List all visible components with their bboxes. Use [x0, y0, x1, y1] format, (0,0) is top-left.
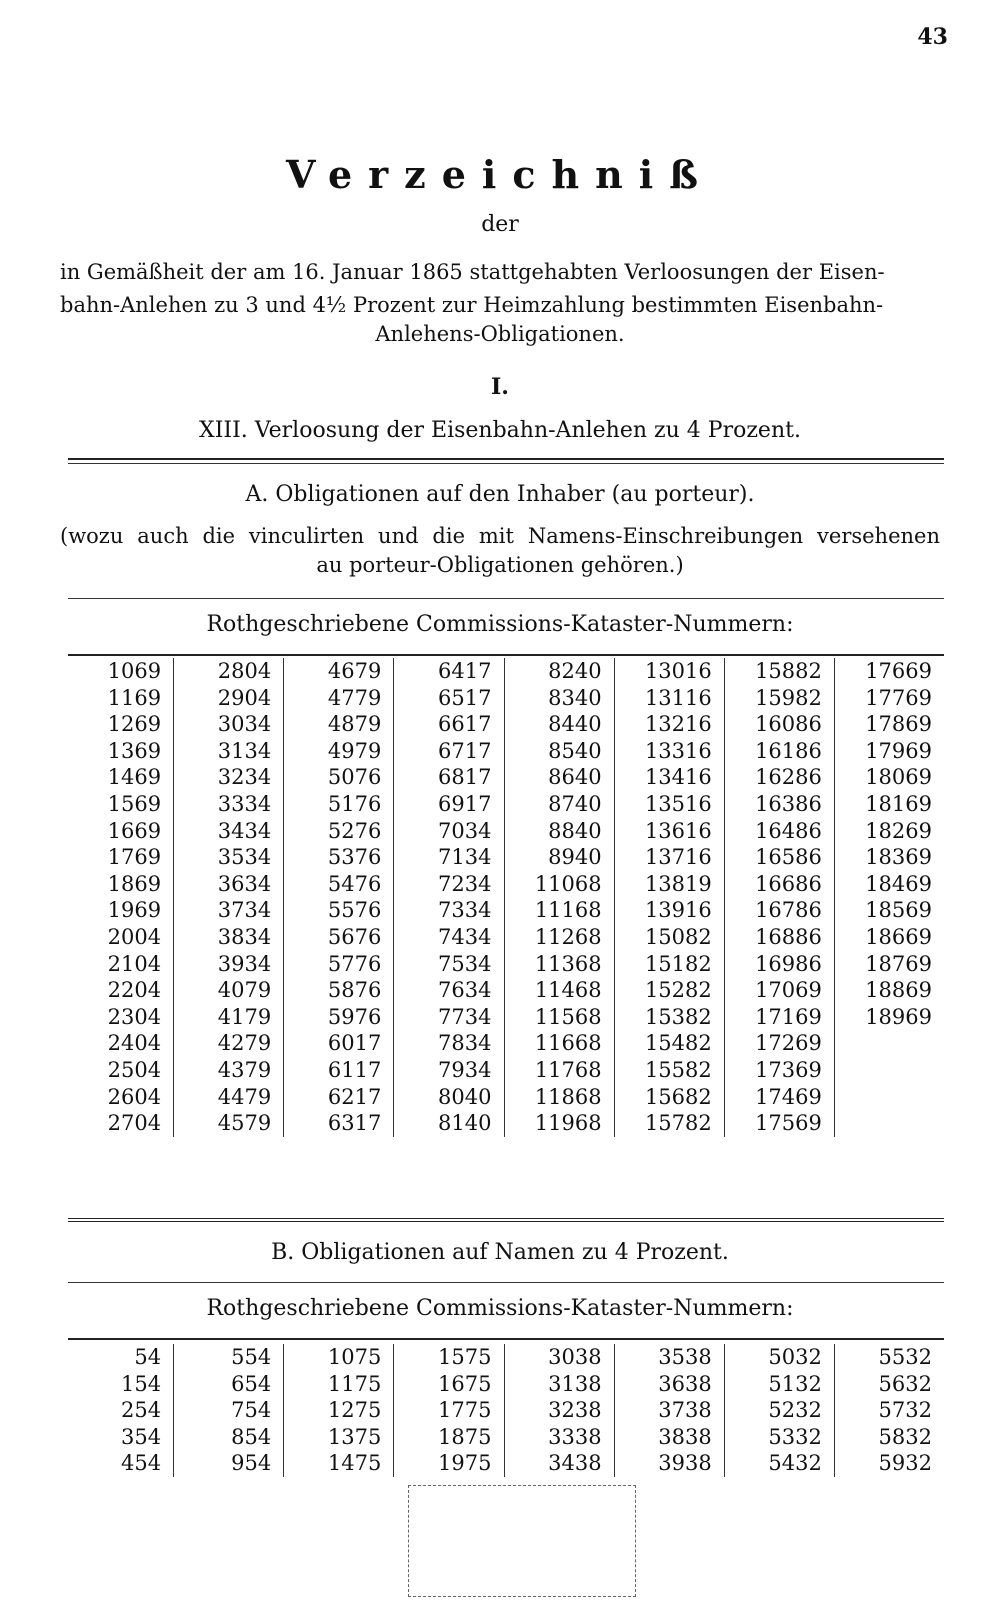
table-cell: 7434	[438, 924, 492, 949]
table-cell: 5932	[878, 1451, 932, 1476]
table-cell: 1169	[107, 685, 162, 710]
table-cell: 7734	[438, 1004, 492, 1029]
table-column	[725, 1344, 835, 1477]
table-cell: 6417	[438, 659, 492, 683]
table-cell: 4079	[217, 978, 272, 1003]
table-cell: 5676	[327, 924, 382, 949]
table-cell: 2004	[107, 924, 162, 949]
table-cell: 16686	[755, 871, 822, 896]
table-column	[174, 1344, 284, 1477]
table-cell: 7134	[438, 845, 492, 870]
table-cell: 3338	[548, 1424, 602, 1449]
section-a-caption: Rothgeschriebene Commissions-Kataster-Nummern:	[206, 612, 794, 637]
table-cell: 1869	[107, 871, 162, 896]
table-cell: 1269	[107, 712, 162, 737]
divider	[68, 598, 944, 599]
table-cell: 3034	[217, 712, 272, 737]
table-cell: 5632	[878, 1371, 932, 1396]
table-cell: 5732	[878, 1398, 932, 1423]
table-cell: 554	[231, 1345, 272, 1369]
table-cell: 3934	[217, 951, 272, 976]
table-cell: 1369	[107, 738, 162, 763]
table-cell: 1669	[107, 818, 162, 843]
table-cell: 17269	[755, 1031, 822, 1056]
table-cell: 1175	[327, 1371, 382, 1396]
table-cell: 6617	[438, 712, 492, 737]
table-cell: 6017	[327, 1031, 382, 1056]
table-cell: 5876	[327, 978, 382, 1003]
table-cell: 5976	[327, 1004, 382, 1029]
table-cell: 1375	[327, 1424, 382, 1449]
table-cell: 13116	[644, 685, 712, 710]
table-cell: 8840	[548, 818, 602, 843]
table-cell: 654	[231, 1371, 272, 1396]
table-cell: 354	[121, 1424, 162, 1449]
table-cell: 8640	[548, 765, 602, 790]
table-column	[394, 658, 504, 1137]
table-cell: 11068	[534, 871, 602, 896]
intro-paragraph	[60, 256, 940, 322]
table-column	[64, 1344, 174, 1477]
table-cell: 13016	[644, 659, 712, 683]
section-a-note: au porteur-Obligationen gehören.)	[316, 553, 684, 577]
number-table-a	[64, 658, 944, 1137]
table-cell: 4979	[327, 738, 382, 763]
table-column	[725, 658, 835, 1137]
table-cell: 13216	[644, 712, 712, 737]
table-cell: 4879	[327, 712, 382, 737]
table-column	[505, 1344, 615, 1477]
table-cell: 754	[231, 1398, 272, 1423]
table-cell: 16786	[755, 898, 822, 923]
table-cell: 5832	[878, 1424, 932, 1449]
table-cell: 11468	[534, 978, 602, 1003]
table-cell: 3234	[217, 765, 272, 790]
table-cell: 5432	[768, 1451, 822, 1476]
table-cell: 3938	[658, 1451, 712, 1476]
table-cell: 11568	[534, 1004, 602, 1029]
table-cell: 3434	[217, 818, 272, 843]
table-cell: 154	[121, 1371, 162, 1396]
table-cell: 854	[231, 1424, 272, 1449]
table-cell: 4579	[217, 1111, 272, 1136]
table-cell: 17369	[755, 1057, 822, 1082]
table-cell: 15482	[644, 1031, 712, 1056]
divider	[68, 654, 944, 656]
table-cell: 7834	[438, 1031, 492, 1056]
table-cell: 18469	[865, 871, 932, 896]
table-cell: 17769	[865, 685, 932, 710]
table-cell: 1275	[327, 1398, 382, 1423]
table-cell: 17869	[865, 712, 932, 737]
table-cell: 16086	[755, 712, 822, 737]
page-title: Verzeichniß	[285, 152, 715, 197]
divider	[68, 1282, 944, 1283]
table-cell: 17069	[755, 978, 822, 1003]
table-cell: 7634	[438, 978, 492, 1003]
table-cell: 15882	[755, 659, 822, 683]
table-cell: 3134	[217, 738, 272, 763]
table-cell: 5032	[768, 1345, 822, 1369]
table-cell: 2504	[107, 1057, 162, 1082]
table-cell: 13716	[644, 845, 712, 870]
table-cell: 18969	[865, 1004, 932, 1029]
divider	[68, 1338, 944, 1340]
table-cell: 5176	[327, 791, 382, 816]
table-cell: 1475	[327, 1451, 382, 1476]
table-cell: 1569	[107, 791, 162, 816]
table-cell: 17169	[755, 1004, 822, 1029]
table-cell: 11368	[534, 951, 602, 976]
table-cell: 5232	[768, 1398, 822, 1423]
table-column	[835, 1344, 944, 1477]
table-cell: 2704	[107, 1111, 162, 1136]
number-table-b	[64, 1344, 944, 1477]
intro-line: bahn-Anlehen zu 3 und 4½ Prozent zur Heimzahlung bestimmten Eisenbahn-	[60, 293, 884, 317]
section-b-caption: Rothgeschriebene Commissions-Kataster-Nummern:	[206, 1296, 794, 1321]
table-cell: 4379	[217, 1057, 272, 1082]
table-cell: 1969	[107, 898, 162, 923]
table-cell: 16286	[755, 765, 822, 790]
table-cell: 13516	[644, 791, 712, 816]
table-cell: 11268	[534, 924, 602, 949]
table-cell: 3738	[658, 1398, 712, 1423]
table-cell: 11868	[534, 1084, 602, 1109]
divider	[68, 1218, 944, 1222]
table-cell: 17569	[755, 1111, 822, 1136]
table-cell: 8240	[548, 659, 602, 683]
table-cell: 5532	[878, 1345, 932, 1369]
table-cell: 7534	[438, 951, 492, 976]
table-cell: 13819	[644, 871, 712, 896]
table-cell: 18169	[865, 791, 932, 816]
table-cell: 5576	[327, 898, 382, 923]
table-cell: 2304	[107, 1004, 162, 1029]
table-cell: 3334	[217, 791, 272, 816]
table-cell: 18769	[865, 951, 932, 976]
table-cell: 8740	[548, 791, 602, 816]
table-cell: 13316	[644, 738, 712, 763]
table-column	[394, 1344, 504, 1477]
table-cell: 454	[121, 1451, 162, 1476]
table-cell: 16586	[755, 845, 822, 870]
library-stamp	[408, 1485, 636, 1597]
table-column	[64, 658, 174, 1137]
table-cell: 16486	[755, 818, 822, 843]
table-cell: 4479	[217, 1084, 272, 1109]
table-cell: 6117	[327, 1057, 382, 1082]
table-cell: 8340	[548, 685, 602, 710]
table-cell: 11768	[534, 1057, 602, 1082]
page-number: 43	[917, 24, 948, 50]
table-cell: 3538	[658, 1345, 712, 1369]
table-cell: 6817	[438, 765, 492, 790]
table-cell: 1875	[438, 1424, 492, 1449]
intro-line: in Gemäßheit der am 16. Januar 1865 stattgehabten Verloosungen der Eisen-	[60, 260, 885, 284]
table-cell: 3838	[658, 1424, 712, 1449]
table-cell: 8940	[548, 845, 602, 870]
section-b-title: B. Obligationen auf Namen zu 4 Prozent.	[271, 1240, 729, 1265]
roman-numeral-heading: I.	[491, 374, 509, 400]
table-cell: 16886	[755, 924, 822, 949]
table-cell: 16386	[755, 791, 822, 816]
table-cell: 4179	[217, 1004, 272, 1029]
table-cell: 18869	[865, 978, 932, 1003]
table-cell: 8540	[548, 738, 602, 763]
table-cell: 15582	[644, 1057, 712, 1082]
table-cell: 4779	[327, 685, 382, 710]
table-cell: 54	[134, 1345, 162, 1369]
table-column	[615, 658, 725, 1137]
table-cell: 7234	[438, 871, 492, 896]
table-cell: 1769	[107, 845, 162, 870]
table-column	[835, 658, 944, 1137]
table-cell: 15282	[644, 978, 712, 1003]
table-cell: 17969	[865, 738, 932, 763]
table-cell: 11968	[534, 1111, 602, 1136]
table-cell: 254	[121, 1398, 162, 1423]
table-cell: 2604	[107, 1084, 162, 1109]
table-cell: 954	[231, 1451, 272, 1476]
table-cell: 16186	[755, 738, 822, 763]
table-cell: 18069	[865, 765, 932, 790]
table-cell: 6717	[438, 738, 492, 763]
table-cell: 15382	[644, 1004, 712, 1029]
table-cell: 17469	[755, 1084, 822, 1109]
table-cell: 1075	[327, 1345, 382, 1369]
table-cell: 3534	[217, 845, 272, 870]
table-cell: 5276	[327, 818, 382, 843]
table-cell: 2104	[107, 951, 162, 976]
table-cell: 11668	[534, 1031, 602, 1056]
table-cell: 5132	[768, 1371, 822, 1396]
subtitle: der	[481, 212, 519, 237]
table-cell: 15982	[755, 685, 822, 710]
table-cell: 5376	[327, 845, 382, 870]
table-cell: 15782	[644, 1111, 712, 1136]
table-column	[284, 658, 394, 1137]
table-cell: 3734	[217, 898, 272, 923]
table-cell: 6917	[438, 791, 492, 816]
table-cell: 15682	[644, 1084, 712, 1109]
intro-line: Anlehens-Obligationen.	[375, 322, 625, 346]
table-cell: 13416	[644, 765, 712, 790]
table-cell: 3438	[548, 1451, 602, 1476]
table-cell: 5476	[327, 871, 382, 896]
table-cell: 11168	[534, 898, 602, 923]
table-cell: 3834	[217, 924, 272, 949]
table-cell: 15082	[644, 924, 712, 949]
table-column	[505, 658, 615, 1137]
section-a-note: (wozu auch die vinculirten und die mit Namens-Einschreibungen versehenen	[60, 524, 940, 548]
table-cell: 18569	[865, 898, 932, 923]
table-cell: 8440	[548, 712, 602, 737]
table-cell: 3038	[548, 1345, 602, 1369]
table-cell: 1575	[438, 1345, 492, 1369]
table-cell: 13916	[644, 898, 712, 923]
section-title: XIII. Verloosung der Eisenbahn-Anlehen zu 4 Prozent.	[199, 418, 801, 443]
table-cell: 1469	[107, 765, 162, 790]
table-cell: 3138	[548, 1371, 602, 1396]
table-cell: 2404	[107, 1031, 162, 1056]
table-cell: 3634	[217, 871, 272, 896]
table-cell: 1975	[438, 1451, 492, 1476]
table-column	[174, 658, 284, 1137]
table-cell: 1775	[438, 1398, 492, 1423]
table-cell: 7034	[438, 818, 492, 843]
table-column	[615, 1344, 725, 1477]
table-cell: 5332	[768, 1424, 822, 1449]
table-cell: 5776	[327, 951, 382, 976]
table-cell: 2904	[217, 685, 272, 710]
table-cell: 18369	[865, 845, 932, 870]
table-cell: 6517	[438, 685, 492, 710]
divider	[68, 458, 944, 460]
table-cell: 3638	[658, 1371, 712, 1396]
table-cell: 1675	[438, 1371, 492, 1396]
table-cell: 13616	[644, 818, 712, 843]
section-a-title: A. Obligationen auf den Inhaber (au porteur).	[245, 482, 755, 507]
table-cell: 16986	[755, 951, 822, 976]
table-cell: 8140	[438, 1111, 492, 1136]
table-cell: 4279	[217, 1031, 272, 1056]
table-cell: 4679	[327, 659, 382, 683]
table-cell: 7334	[438, 898, 492, 923]
table-cell: 6317	[327, 1111, 382, 1136]
table-cell: 7934	[438, 1057, 492, 1082]
table-cell: 6217	[327, 1084, 382, 1109]
table-cell: 8040	[438, 1084, 492, 1109]
table-cell: 5076	[327, 765, 382, 790]
table-cell: 2204	[107, 978, 162, 1003]
divider	[68, 463, 944, 464]
table-cell: 18269	[865, 818, 932, 843]
table-cell: 18669	[865, 924, 932, 949]
table-cell: 2804	[217, 659, 272, 683]
table-cell: 17669	[865, 659, 932, 683]
table-cell: 15182	[644, 951, 712, 976]
table-cell: 3238	[548, 1398, 602, 1423]
table-column	[284, 1344, 394, 1477]
table-cell: 1069	[107, 659, 162, 683]
